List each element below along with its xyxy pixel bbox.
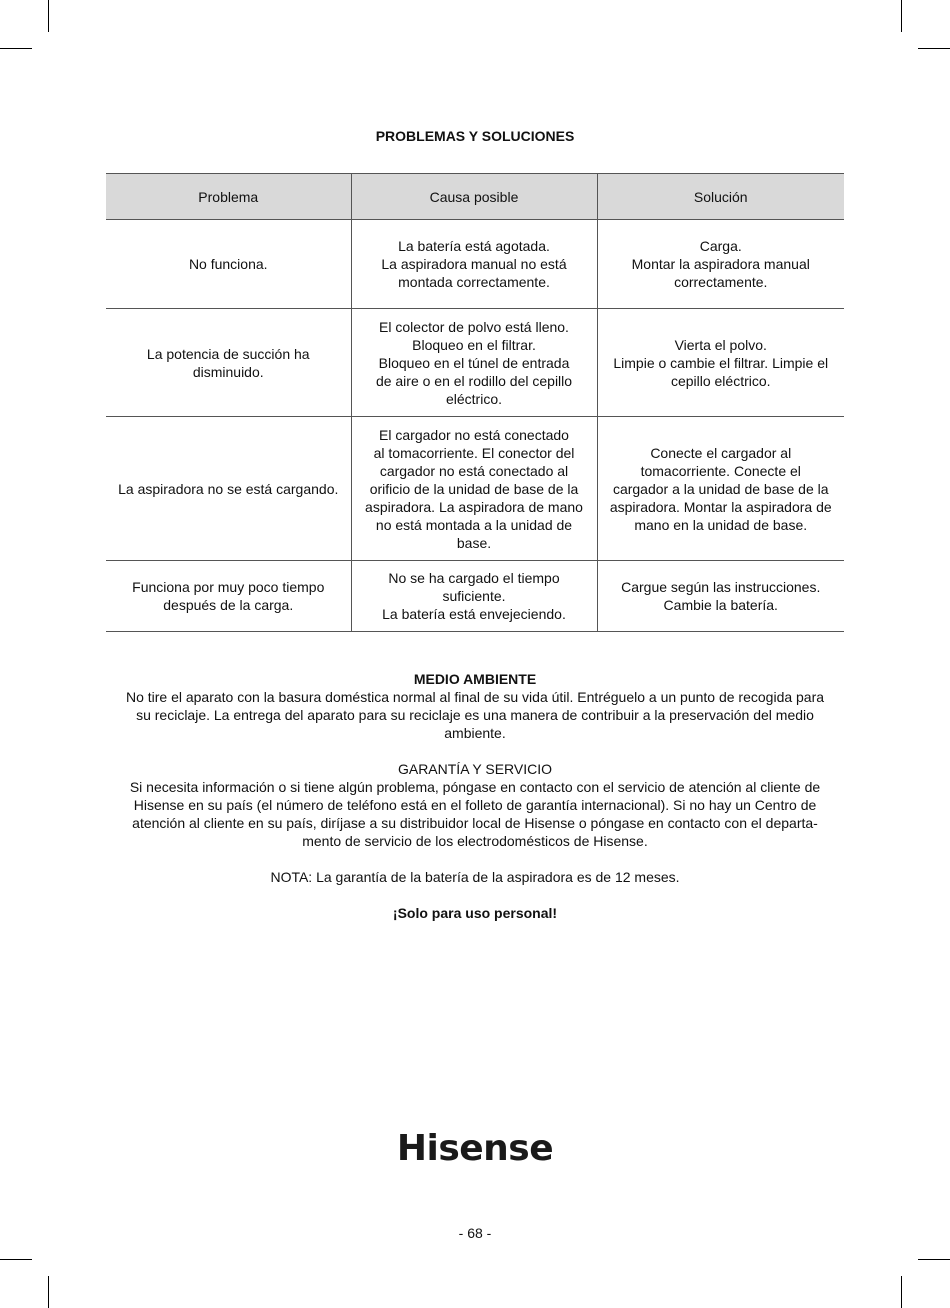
table-row [106,417,844,561]
cell-line: correctamente. [674,274,768,290]
cell-line: tomacorriente. Conecte el [640,462,801,479]
crop-mark [0,1259,32,1260]
solution-cell [597,561,844,632]
crop-mark [901,0,902,32]
cell-line: orificio de la unidad de base de la [369,480,579,497]
cell-line: después de la carga. [163,597,294,613]
environment-heading: MEDIO AMBIENTE [413,671,537,687]
cell-line: La batería está agotada. [398,238,550,254]
warranty-text-line: Si necesita información o si tiene algún problema, póngase en contacto con el servicio de atención al cliente de [129,779,821,795]
cell-line: cepillo eléctrico. [670,372,771,389]
cell-line: disminuido. [192,363,264,380]
crop-mark [901,1276,902,1308]
cell-line: de aire o en el rodillo del cepillo [375,372,573,389]
cell-line: base. [456,534,492,551]
header-cause: Causa posible [351,174,597,220]
page-title: PROBLEMAS Y SOLUCIONES [375,128,575,144]
table-row [106,309,844,417]
table-header-row [106,174,844,220]
cell-line: Bloqueo en el filtrar. [412,336,536,353]
troubleshooting-table [106,173,844,632]
environment-text-line: ambiente. [444,725,506,741]
cell-line: El cargador no está conectado [379,426,569,443]
cell-line: mano en la unidad de base. [634,516,808,533]
header-solution: Solución [597,174,844,220]
crop-mark [48,0,49,32]
problem-cell [106,561,351,632]
warranty-heading: GARANTÍA Y SERVICIO [397,761,553,777]
table-row [106,561,844,632]
cell-line: El colector de polvo está lleno. [379,318,569,335]
info-section [110,670,840,922]
table-row [106,220,844,309]
problem-cell [106,309,351,417]
cell-line: La aspiradora manual no está [381,256,567,272]
cell-line: no está montada a la unidad de [375,516,573,533]
cell-line: Cambie la batería. [663,597,778,613]
battery-note: NOTA: La garantía de la batería de la aspiradora es de 12 meses. [270,869,680,885]
cell-line: No se ha cargado el tiempo [388,570,560,586]
cell-line: montada correctamente. [398,274,550,290]
cell-line: cargador a la unidad de base de la [612,480,829,497]
solution-cell [597,220,844,309]
problem-cell [106,220,351,309]
cell-line: aspiradora. Montar la aspiradora de [609,498,832,515]
crop-mark [918,48,950,49]
cell-line: Cargue según las instrucciones. [621,579,821,595]
cause-cell [351,417,597,561]
environment-text-line: No tire el aparato con la basura doméstica normal al final de su vida útil. Entréguelo a un punto de recogida para [125,689,825,705]
cell-line: Limpie o cambie el filtrar. Limpie el [613,354,829,371]
environment-text-line: su reciclaje. La entrega del aparato para su reciclaje es una manera de contribuir a la preservación del medio [136,707,814,723]
cell-line: Funciona por muy poco tiempo [132,579,325,595]
cell-line: eléctrico. [445,390,503,407]
personal-use-notice: ¡Solo para uso personal! [392,905,558,921]
warranty-text-line: mento de servicio de los electrodomésticos de Hisense. [302,833,648,849]
page-number: - 68 - [458,1225,492,1241]
cell-line: Montar la aspiradora manual [631,256,810,272]
cell-line: suficiente. [442,588,506,604]
cause-cell [351,220,597,309]
cause-cell [351,561,597,632]
cell-line: Conecte el cargador al [650,444,792,461]
cell-line: Vierta el polvo. [674,336,767,353]
cell-line: aspiradora. La aspiradora de mano [365,498,583,515]
crop-mark [0,48,32,49]
cell-line: La aspiradora no se está cargando. [118,480,339,497]
cell-line: La potencia de succión ha [146,345,310,362]
cell-line: Bloqueo en el túnel de entrada [378,354,570,371]
cell-line: Carga. [699,238,742,254]
header-problem: Problema [106,174,351,220]
warranty-text-line: Hisense en su país (el número de teléfono está en el folleto de garantía internacional). Si no hay un Centro de [133,797,817,813]
problem-cell [106,417,351,561]
cell-line: al tomacorriente. El conector del [373,444,575,461]
solution-cell [597,309,844,417]
cell-line: La batería está envejeciendo. [382,606,566,622]
warranty-text-line: atención al cliente en su país, diríjase a su distribuidor local de Hisense o póngase en contacto con el departa- [132,815,818,831]
solution-cell [597,417,844,561]
cause-cell [351,309,597,417]
crop-mark [48,1276,49,1308]
crop-mark [918,1259,950,1260]
cell-line: cargador no está conectado al [379,462,569,479]
cell-line: No funciona. [188,256,268,272]
hisense-logo: Hisense [396,1128,554,1169]
table-body [106,220,844,632]
